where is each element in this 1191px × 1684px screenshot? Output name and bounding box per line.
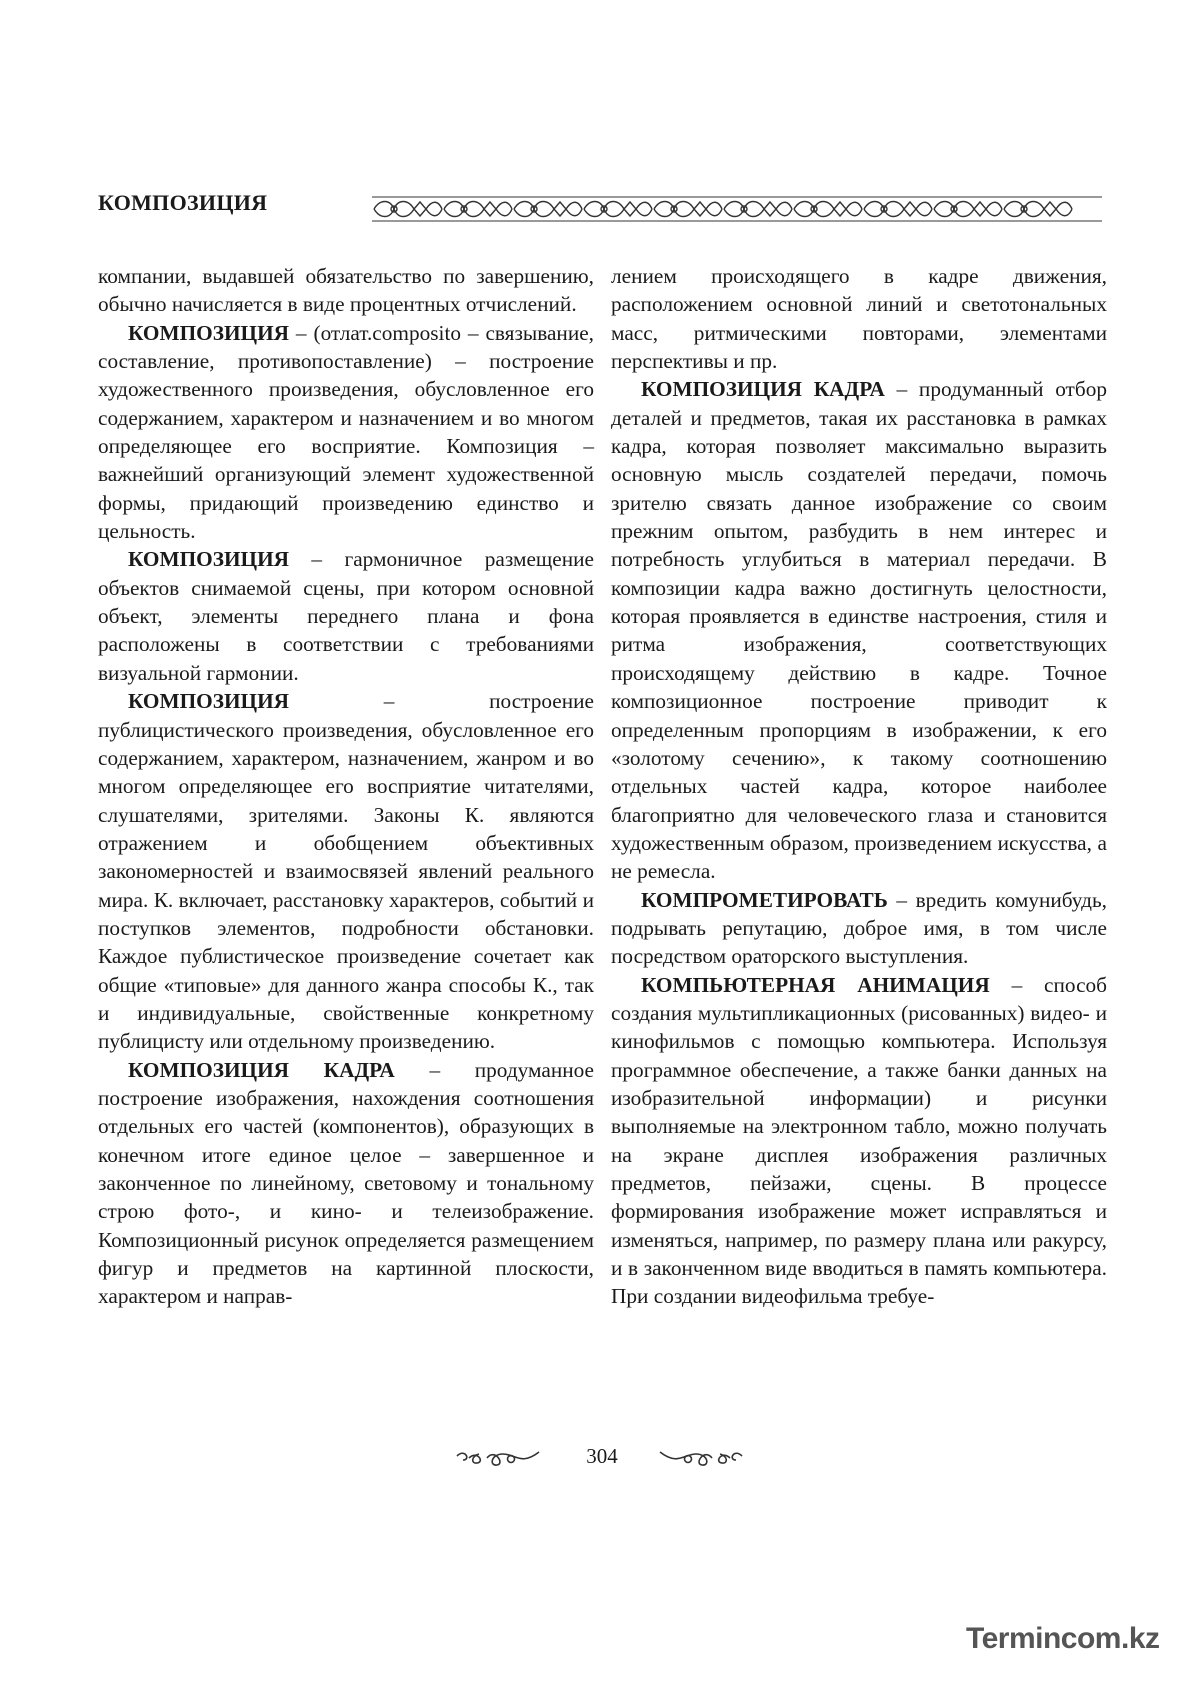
entry-definition: – продуманное построение изображения, нахождения соотношения отдельных его частей (компонентов), образующих в конечном итоге единое целое – завершенное и законченное по линейному, световому и тональному строю фото-, и кино- и телеизображение. Композиционный рисунок определяется размещением фигур и предметов на картинной плоскости, характером и направ- bbox=[98, 1057, 594, 1309]
dictionary-entry bbox=[611, 886, 1107, 971]
entry-definition: компании, выдавшей обязательство по завершению, обычно начисляется в виде процентных отчислений. bbox=[98, 264, 594, 317]
site-watermark: Termincom.kz bbox=[966, 1622, 1160, 1655]
entry-definition: – продуманный отбор деталей и предметов, такая их расстановка в рамках кадра, которая позволяет максимально выразить основную мысль создателей передачи, помочь зрителю связать данное изображение со своим прежним опытом, разбудить в нем интерес и потребность углубиться в материал передачи. В композиции кадра важно достигнуть целостности, которая проявляется в единстве настроения, стиля и ритма изображения, соответствующих происходящему действию в кадре. Точное композиционное построение приводит к определенным пропорциям в изображении, к его «золотому сечению», к такому соотношению отдельных частей кадра, которое наиболее благоприятно для человеческого глаза и становится художественным образом, произведением искусства, а не ремесла. bbox=[611, 377, 1107, 884]
footer-ornament-left-icon bbox=[455, 1446, 541, 1470]
entry-term: КОМПЬЮТЕРНАЯ АНИМАЦИЯ bbox=[641, 972, 990, 997]
dictionary-entry bbox=[98, 545, 594, 687]
entry-definition: лением происходящего в кадре движения, расположением основной линий и светотональных масс, ритмическими повторами, элементами перспективы и пр. bbox=[611, 264, 1107, 374]
entry-term: КОМПОЗИЦИЯ bbox=[128, 689, 290, 714]
ornament-band bbox=[372, 196, 1104, 222]
entry-term: КОМПОЗИЦИЯ КАДРА bbox=[641, 377, 885, 402]
dictionary-entry bbox=[611, 375, 1107, 885]
entry-definition: – гармоничное размещение объектов снимаемой сцены, при котором основной объект, элементы переднего плана и фона расположены в соответствии с требованиями визуальной гармонии. bbox=[98, 547, 594, 685]
entry-definition: – способ создания мультипликационных (рисованных) видео- и кинофильмов с помощью компьютера. Используя программное обеспечение, а также банки данных на изобразительной информации) и рисунки выполняемые на электронном табло, можно получать на экране дисплея изображения различных предметов, пейзажи, сцены. В процессе формирования изображение может исправляться и изменяться, например, по размеру плана или ракурсу, и в законченном виде вводиться в память компьютера. При создании видеофильма требуе- bbox=[611, 972, 1108, 1309]
page-number: 304 bbox=[586, 1444, 618, 1468]
entry-term: КОМПОЗИЦИЯ КАДРА bbox=[128, 1057, 395, 1082]
dictionary-entry bbox=[98, 262, 594, 319]
running-head: КОМПОЗИЦИЯ bbox=[98, 190, 268, 215]
left-column bbox=[98, 262, 594, 1311]
entry-definition: – построение публицистического произведения, обусловленное его содержанием, характером, назначением, жанром и во многом определяющее его восприятие читателями, слушателями, зрителями. Законы К. являются отражением и обобщением объективных закономерностей и взаимосвязей явлений реального мира. К. включает, расстановку характеров, событий и поступков элементов, подробности обстановки. Каждое публистическое произведение сочетает как общие «типовые» для данного жанра способы К., так и индивидуальные, свойственные конкретному публицисту или отдельному произведению. bbox=[98, 689, 594, 1054]
entry-term: КОМПОЗИЦИЯ bbox=[128, 320, 290, 345]
entry-definition: – (отлат.composito – связывание, составление, противопоставление) – построение художественного произведения, обусловленное его содержанием, характером и назначением и во многом определяющее его восприятие. Композиция – важнейший организующий элемент художественной формы, придающий произведению единство и цельность. bbox=[98, 320, 594, 544]
footer-ornament-right-icon bbox=[658, 1446, 744, 1470]
entry-definition: – вредить комунибудь, подрывать репутацию, доброе имя, в том числе посредством ораторского выступления. bbox=[611, 887, 1107, 969]
dictionary-entry bbox=[98, 687, 594, 1055]
entry-term: КОМПРОМЕТИРОВАТЬ bbox=[641, 887, 888, 912]
dictionary-entry bbox=[611, 262, 1107, 375]
right-column bbox=[611, 262, 1107, 1311]
entry-term: КОМПОЗИЦИЯ bbox=[128, 547, 290, 572]
dictionary-entry bbox=[98, 319, 594, 546]
dictionary-entry bbox=[98, 1056, 594, 1311]
dictionary-entry bbox=[611, 971, 1107, 1311]
